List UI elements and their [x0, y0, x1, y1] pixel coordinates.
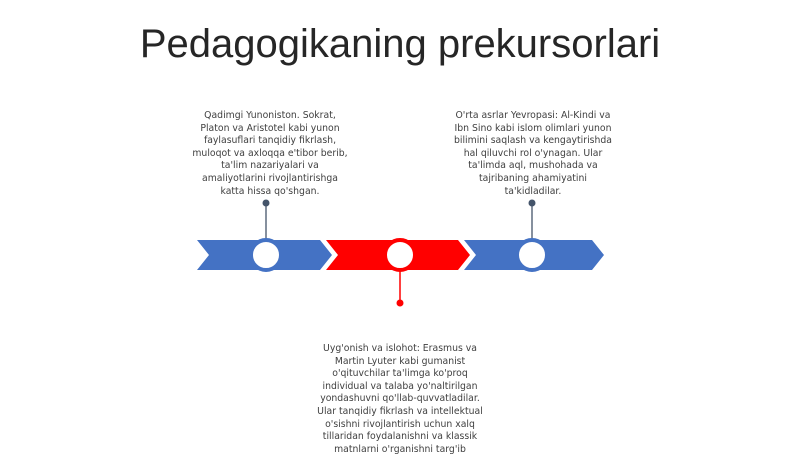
description-line: Ibn Sino kabi islom olimlari yunon: [454, 122, 612, 134]
description-line: faylasuflari tanqidiy fikrlash,: [203, 135, 337, 147]
description-line: Ular tanqidiy fikrlash va intellektual: [317, 405, 483, 417]
connector-dot-2: [529, 200, 536, 207]
milestone-description-renaissance: [310, 343, 490, 456]
description-line: ta'limda aql, mushohada va: [468, 160, 598, 172]
description-line: Uyg'onish va islohot: Erasmus va: [323, 343, 477, 354]
description-line: Platon va Aristotel kabi yunon: [200, 122, 340, 134]
description-line: amaliyotlarini rivojlantirishga: [202, 172, 338, 184]
description-line: Martin Lyuter kabi gumanist: [334, 355, 466, 367]
description-line: O'rta asrlar Yevropasi: Al-Kindi va: [455, 110, 611, 121]
description-line: Qadimgi Yunoniston. Sokrat,: [204, 110, 336, 121]
milestone-ring-3: [517, 240, 547, 270]
milestone-ring-1: [251, 240, 281, 270]
description-line: tajribaning ahamiyatini: [479, 172, 587, 184]
description-line: matnlarni o'rganishni targ'ib: [334, 443, 466, 455]
description-line: o'qituvchilar ta'limga ko'proq: [332, 368, 468, 380]
slide-title: Pedagogikaning prekursorlari: [139, 22, 661, 66]
milestone-description-ancient-greece: [180, 110, 360, 198]
description-line: katta hissa qo'shgan.: [220, 185, 320, 197]
description-line: ta'kidladilar.: [504, 185, 562, 197]
description-line: individual va talaba yo'naltirilgan: [322, 380, 478, 392]
description-line: o'sishni rivojlantirish uchun xalq: [325, 418, 475, 430]
connector-dot-1: [263, 200, 270, 207]
connector-dot-3: [397, 300, 404, 307]
milestone-ring-2: [385, 240, 415, 270]
description-line: muloqot va axloqqa e'tibor berib,: [192, 147, 348, 159]
description-line: tillaridan foydalanishni va klassik: [322, 431, 478, 443]
description-line: ta'lim nazariyalari va: [221, 160, 319, 172]
milestone-description-medieval-europe: [448, 110, 618, 198]
description-line: yondashuvni qo'llab-quvvatladilar.: [320, 393, 480, 405]
description-line: hal qiluvchi rol o'ynagan. Ular: [463, 147, 603, 159]
description-line: bilimini saqlash va kengaytirishda: [453, 135, 613, 147]
